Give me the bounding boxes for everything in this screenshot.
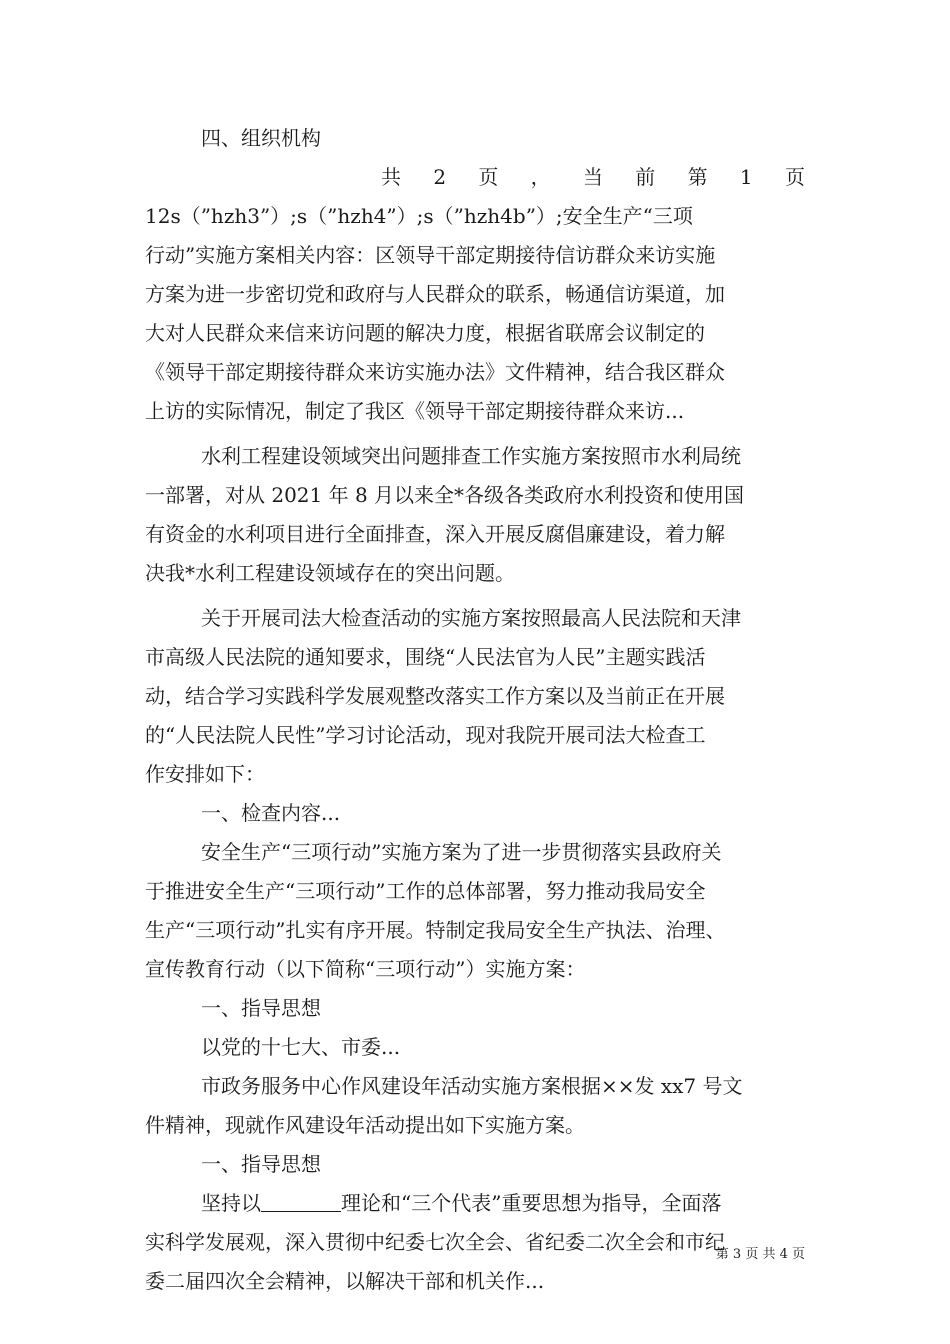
text-fragment: 理论和“三个代表”重要思想为指导，全面落 <box>341 1191 722 1215</box>
text-line: 于推进安全生产“三项行动”工作的总体部署，努力推动我局安全 <box>145 879 706 903</box>
text-line: 大对人民群众来信来访问题的解决力度，根据省联席会议制定的 <box>145 321 705 345</box>
text-line: 水利工程建设领域突出问题排查工作实施方案按照市水利局统 <box>201 444 741 468</box>
text-line: 有资金的水利项目进行全面排查，深入开展反腐倡廉建设，着力解 <box>145 522 725 546</box>
pager-char: 第 <box>687 165 708 189</box>
text-line: 以党的十七大、市委... <box>201 1035 401 1059</box>
text-line: 上访的实际情况，制定了我区《领导干部定期接待群众来访... <box>145 399 685 423</box>
text-line: 生产“三项行动”扎实有序开展。特制定我局安全生产执法、治理、 <box>145 918 726 942</box>
blank-underline <box>261 1191 341 1212</box>
text-line: 委二届四次全会精神，以解决干部和机关作... <box>145 1269 545 1293</box>
text-line: 市高级人民法院的通知要求，围绕“人民法官为人民”主题实践活 <box>145 645 706 669</box>
page-counter-line <box>145 158 805 197</box>
text-line: 安全生产“三项行动”实施方案为了进一步贯彻落实县政府关 <box>201 840 722 864</box>
section-heading: 四、组织机构 <box>201 126 321 150</box>
text-line: 的“人民法院人民性”学习讨论活动，现对我院开展司法大检查工 <box>145 723 706 747</box>
pager-char: 前 <box>635 165 656 189</box>
pager-char: 页 <box>478 165 499 189</box>
text-line: 12s（”hzh3”）;s（”hzh4”）;s（”hzh4b”）;安全生产“三项 <box>145 204 693 228</box>
text-line: 件精神，现就作风建设年活动提出如下实施方案。 <box>145 1113 585 1137</box>
text-line: 宣传教育行动（以下简称“三项行动”）实施方案： <box>145 957 586 981</box>
page-footer: 第 3 页 共 4 页 <box>715 1247 805 1262</box>
paragraph-4 <box>145 833 805 1067</box>
text-line: 作安排如下： <box>145 762 265 786</box>
pager-char: 1 <box>739 165 753 189</box>
pager-char: ， <box>530 165 551 189</box>
text-line: 一、检查内容... <box>201 801 341 825</box>
pager-char: 页 <box>784 165 805 189</box>
text-line: 关于开展司法大检查活动的实施方案按照最高人民法院和天津 <box>201 606 741 630</box>
paragraph-2 <box>145 437 805 593</box>
text-line: 方案为进一步密切党和政府与人民群众的联系，畅通信访渠道，加 <box>145 282 725 306</box>
text-fragment: 坚持以 <box>201 1191 261 1215</box>
text-line: 一、指导思想 <box>201 1152 321 1176</box>
text-line: 一、指导思想 <box>201 996 321 1020</box>
text-line <box>145 1184 805 1223</box>
paragraph-5 <box>145 1067 805 1184</box>
pager-char: 共 <box>381 165 401 189</box>
text-line: 市政务服务中心作风建设年活动实施方案根据××发 xx7 号文 <box>201 1074 743 1098</box>
pager-char: 2 <box>433 165 447 189</box>
pager-char: 当 <box>582 165 603 189</box>
text-line: 实科学发展观，深入贯彻中纪委七次全会、省纪委二次全会和市纪 <box>145 1230 725 1254</box>
text-line: 动，结合学习实践科学发展观整改落实工作方案以及当前正在开展 <box>145 684 725 708</box>
paragraph-3 <box>145 599 805 833</box>
paragraph-6 <box>145 1184 805 1301</box>
text-line: 《领导干部定期接待群众来访实施办法》文件精神，结合我区群众 <box>145 360 725 384</box>
text-line: 决我*水利工程建设领域存在的突出问题。 <box>145 561 515 585</box>
paragraph-1 <box>145 197 805 431</box>
text-line: 行动”实施方案相关内容：区领导干部定期接待信访群众来访实施 <box>145 243 716 267</box>
text-line: 一部署，对从 2021 年 8 月以来全*各级各类政府水利投资和使用国 <box>145 483 745 507</box>
document-body <box>145 119 805 1301</box>
